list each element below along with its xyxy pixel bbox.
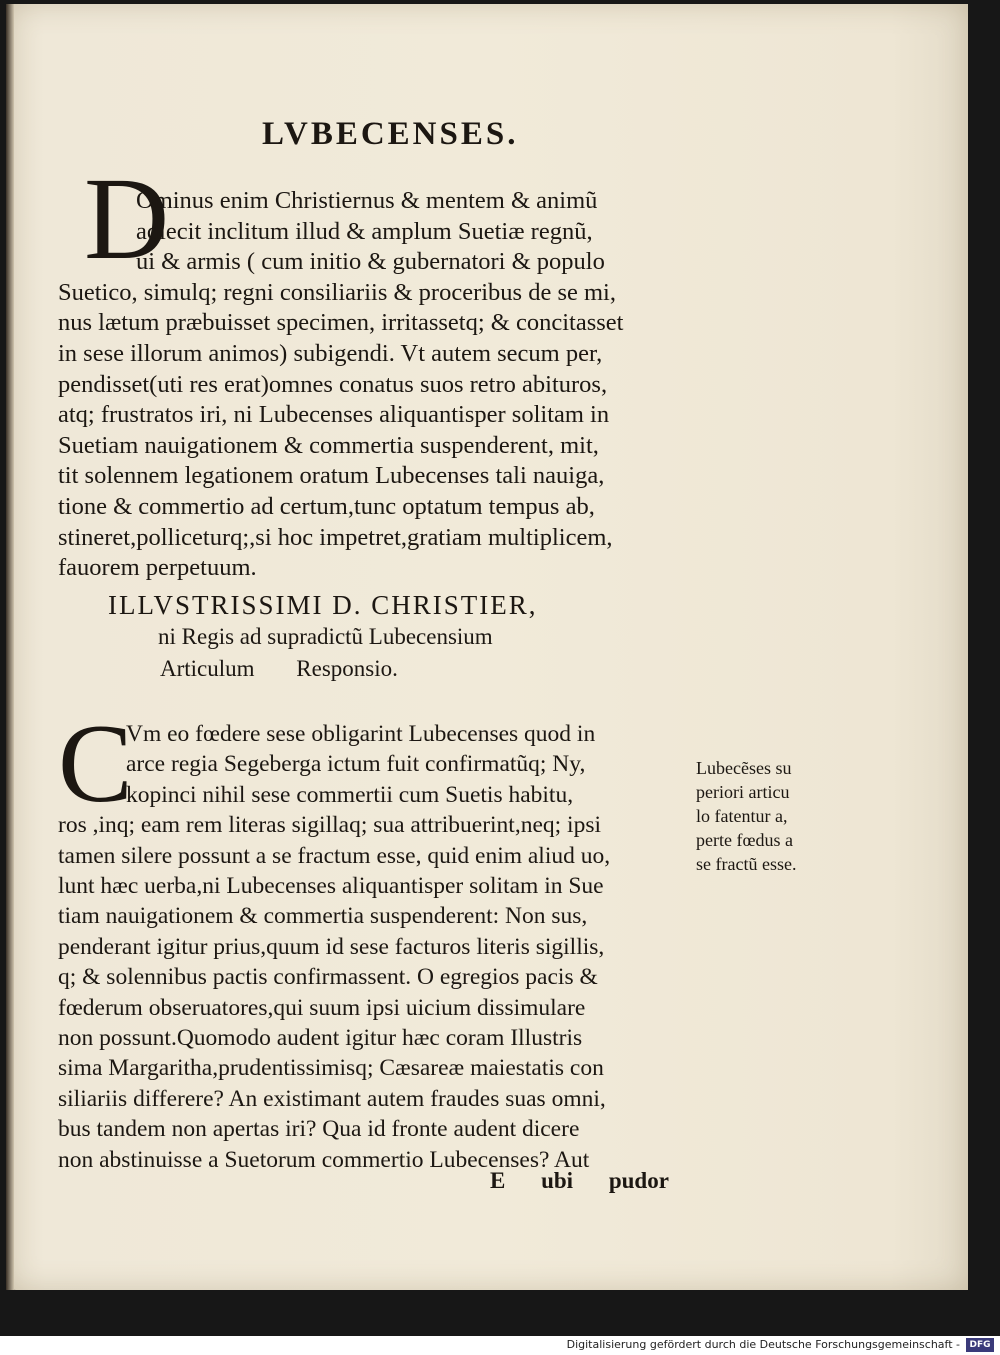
text-line: kopinci nihil sese commertii cum Suetis habitu, [126, 781, 574, 808]
text-line: lunt hæc uerba,ni Lubecenses aliquantisper solitam in Sue [58, 873, 604, 900]
dfg-logo[interactable]: DFG [966, 1338, 994, 1352]
text-line: arce regia Segeberga ictum fuit confirmatũq; Ny, [126, 751, 586, 778]
heading-line-2: ni Regis ad supradictũ Lubecensium [158, 624, 493, 649]
text-line: fauorem perpetuum. [58, 554, 257, 582]
text-line: Suetiam nauigationem & commertia suspenderent, mit, [58, 431, 599, 459]
text-line: fœderum obseruatores,qui suum ipsi uicium dissimulare [58, 994, 586, 1021]
funding-notice: Digitalisierung gefördert durch die Deutsche Forschungsgemeinschaft - [566, 1338, 960, 1351]
text-line: nus lætum præbuisset specimen, irritassetq; & concitasset [58, 309, 624, 337]
section-heading [108, 590, 668, 685]
text-line: ui & armis ( cum initio & gubernatori & populo [136, 248, 605, 276]
text-line: Suetico, simulq; regni consiliariis & proceribus de se mi, [58, 278, 616, 306]
marginal-note-line: lo fatentur a, [696, 806, 788, 826]
catchword: ubi pudor [541, 1168, 669, 1193]
text-line: ros ,inq; eam rem literas sigillaq; sua attribuerint,neq; ipsi [58, 812, 601, 839]
text-line: non abstinuisse a Suetorum commertio Lubecenses? Aut [58, 1146, 590, 1173]
heading-line-1: ILLVSTRISSIMI D. CHRISTIER, [108, 590, 538, 620]
text-line: pendisset(uti res erat)omnes conatus suos retro abituros, [58, 370, 608, 398]
text-line: Ominus enim Christiernus & mentem & animũ [136, 187, 598, 214]
marginal-note-line: Lubecẽses su [696, 758, 792, 778]
text-line: sima Margaritha,prudentissimisq; Cæsareæ maiestatis con [58, 1055, 604, 1082]
page-gutter-shadow [6, 4, 14, 1290]
heading-line-3: Articulum Responsio. [160, 656, 398, 681]
running-head: LVBECENSES. [262, 116, 519, 152]
text-line: tiam nauigationem & commertia suspenderent: Non sus, [58, 903, 588, 930]
text-line: tamen silere possunt a se fractum esse, quid enim aliud uo, [58, 842, 611, 869]
footer-bar [0, 1336, 1000, 1355]
marginal-note [696, 756, 836, 876]
text-line: in sese illorum animos) subigendi. Vt autem secum per, [58, 339, 603, 367]
text-line: non possunt.Quomodo audent igitur hæc coram Illustris [58, 1025, 583, 1052]
text-line: Vm eo fœdere sese obligarint Lubecenses quod in [126, 721, 596, 747]
dropcap-c: C [58, 702, 133, 826]
text-line: stineret,polliceturq;,si hoc impetret,gratiam multiplicem, [58, 523, 613, 551]
text-line: siliariis differere? An existimant autem fraudes suas omni, [58, 1085, 606, 1112]
signature-mark: E [490, 1168, 506, 1193]
paragraph-1 [58, 186, 698, 584]
text-line: tione & commertio ad certum,tunc optatum tempus ab, [58, 492, 595, 520]
text-line: penderant igitur prius,quum id sese facturos literis sigillis, [58, 933, 605, 960]
text-line: tit solennem legationem oratum Lubecenses tali nauiga, [58, 462, 605, 490]
text-line: q; & solennibus pactis confirmassent. O egregios pacis & [58, 964, 598, 991]
text-line: adiecit inclitum illud & amplum Suetiæ regnũ, [136, 217, 593, 245]
paragraph-2 [58, 719, 688, 1175]
marginal-note-line: se fractũ esse. [696, 854, 797, 874]
dropcap-d: D [84, 153, 170, 284]
marginal-note-line: periori articu [696, 782, 790, 802]
catchword-line [490, 1168, 680, 1194]
text-line: bus tandem non apertas iri? Qua id fronte audent dicere [58, 1116, 580, 1143]
text-line: atq; frustratos iri, ni Lubecenses aliquantisper solitam in [58, 401, 610, 429]
marginal-note-line: perte fœdus a [696, 830, 793, 850]
